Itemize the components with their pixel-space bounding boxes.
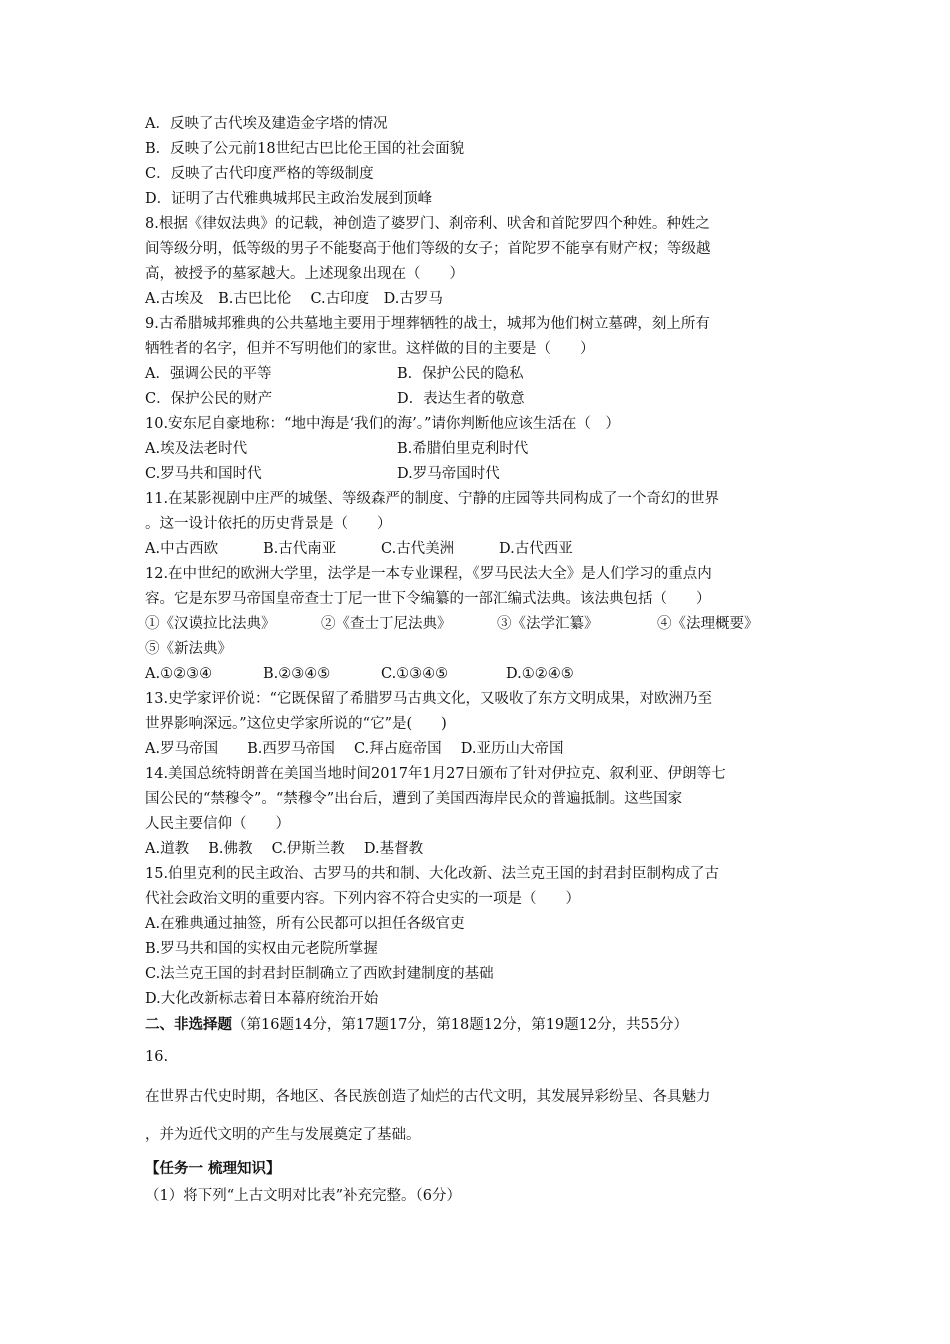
q10-options-row2 xyxy=(145,462,815,487)
q9-option-d: D．表达生者的敬意 xyxy=(397,391,525,407)
q13-stem-line1: 13.史学家评价说：“它既保留了希腊罗马古典文化，又吸收了东方文明成果，对欧洲乃至 xyxy=(145,691,712,707)
q14-stem-line2: 国公民的“禁穆令”。“禁穆令”出台后，遭到了美国西海岸民众的普遍抵制。这些国家 xyxy=(145,791,683,807)
q12-option-b: B.②③④⑤ xyxy=(263,666,331,682)
q11-option-a: A.中古西欧 xyxy=(145,541,219,557)
q12-options xyxy=(145,662,815,687)
q8-stem-line2: 间等级分明，低等级的男子不能娶高于他们等级的女子；首陀罗不能享有财产权；等级越 xyxy=(145,241,711,257)
q13-stem-line2: 世界影响深远。”这位史学家所说的“它”是( ) xyxy=(145,716,447,732)
q14-stem-line1: 14.美国总统特朗普在美国当地时间2017年1月27日颁布了针对伊拉克、叙利亚、伊朗等七 xyxy=(145,766,726,782)
q12-item-2: ②《查士丁尼法典》 xyxy=(321,616,452,632)
q15-option-d: D.大化改新标志着日本幕府统治开始 xyxy=(145,991,379,1007)
q14-stem-line3: 人民主要信仰（ ） xyxy=(145,816,290,832)
q9-option-c: C．保护公民的财产 xyxy=(145,391,273,407)
q14-options: A.道教 B.佛教 C.伊斯兰教 D.基督教 xyxy=(145,841,424,857)
q16-number: 16. xyxy=(145,1049,169,1065)
section-title: 二、非选择题 xyxy=(145,1016,232,1033)
section-heading xyxy=(145,1012,815,1037)
q10-option-d: D.罗马帝国时代 xyxy=(397,466,500,482)
q16-paragraph-line1: 在世界古代史时期，各地区、各民族创造了灿烂的古代文明，其发展异彩纷呈、各具魅力 xyxy=(145,1089,711,1105)
q11-stem-line2: 。这一设计依托的历史背景是（ ） xyxy=(145,516,392,532)
q9-options-row1 xyxy=(145,362,815,387)
q12-items-row xyxy=(145,612,815,637)
q15-option-a: A.在雅典通过抽签，所有公民都可以担任各级官吏 xyxy=(145,916,465,932)
q15-stem-line2: 代社会政治文明的重要内容。下列内容不符合史实的一项是（ ） xyxy=(145,891,580,907)
q8-options: A.古埃及 B.古巴比伦 C.古印度 D.古罗马 xyxy=(145,291,443,307)
exam-page xyxy=(145,112,815,1209)
q9-option-a: A．强调公民的平等 xyxy=(145,366,272,382)
q10-stem: 10.安东尼自豪地称：“地中海是‘我们的海’。”请你判断他应该生活在（ ） xyxy=(145,416,620,432)
q15-option-c: C.法兰克王国的封君封臣制确立了西欧封建制度的基础 xyxy=(145,966,494,982)
q12-stem-line1: 12.在中世纪的欧洲大学里，法学是一本专业课程，《罗马民法大全》是人们学习的重点内 xyxy=(145,566,712,582)
q16-paragraph-line2: ，并为近代文明的产生与发展奠定了基础。 xyxy=(145,1127,421,1143)
q12-item-3: ③《法学汇纂》 xyxy=(497,616,599,632)
q8-stem-line3: 高，被授予的墓冢越大。上述现象出现在（ ） xyxy=(145,266,464,282)
q12-option-a: A.①②③④ xyxy=(145,666,213,682)
q12-option-d: D.①②④⑤ xyxy=(506,666,574,682)
q7-option-a: A．反映了古代埃及建造金字塔的情况 xyxy=(145,116,388,132)
q15-stem-line1: 15.伯里克利的民主政治、古罗马的共和制、大化改新、法兰克王国的封君封臣制构成了古 xyxy=(145,866,720,882)
q8-stem-line1: 8.根据《律奴法典》的记载，神创造了婆罗门、刹帝利、吠舍和首陀罗四个种姓。种姓之 xyxy=(145,216,710,232)
q9-option-b: B．保护公民的隐私 xyxy=(397,366,524,382)
q11-option-b: B.古代南亚 xyxy=(263,541,337,557)
q11-options xyxy=(145,537,815,562)
q11-option-c: C.古代美洲 xyxy=(381,541,455,557)
q13-options: A.罗马帝国 B.西罗马帝国 C.拜占庭帝国 D.亚历山大帝国 xyxy=(145,741,564,757)
q11-stem-line1: 11.在某影视剧中庄严的城堡、等级森严的制度、宁静的庄园等共同构成了一个奇幻的世界 xyxy=(145,491,720,507)
q9-options-row2 xyxy=(145,387,815,412)
q12-item-4: ④《法理概要》 xyxy=(657,616,759,632)
q12-item-5: ⑤《新法典》 xyxy=(145,641,232,657)
q12-item-1: ①《汉谟拉比法典》 xyxy=(145,616,276,632)
q9-stem-line1: 9.古希腊城邦雅典的公共墓地主要用于埋葬牺牲的战士，城邦为他们树立墓碑，刻上所有 xyxy=(145,316,710,332)
q16-subquestion-1: （1）将下列“上古文明对比表”补充完整。（6分） xyxy=(145,1188,462,1204)
q7-option-b: B．反映了公元前18世纪古巴比伦王国的社会面貌 xyxy=(145,141,465,157)
q7-option-d: D．证明了古代雅典城邦民主政治发展到顶峰 xyxy=(145,191,433,207)
q10-option-a: A.埃及法老时代 xyxy=(145,441,248,457)
q15-option-b: B.罗马共和国的实权由元老院所掌握 xyxy=(145,941,378,957)
q12-option-c: C.①③④⑤ xyxy=(381,666,449,682)
section-score-note: （第16题14分，第17题17分，第18题12分，第19题12分，共55分） xyxy=(232,1017,689,1033)
q10-option-b: B.希腊伯里克利时代 xyxy=(397,441,529,457)
q9-stem-line2: 牺牲者的名字，但并不写明他们的家世。这样做的目的主要是（ ） xyxy=(145,341,595,357)
q12-stem-line2: 容。它是东罗马帝国皇帝查士丁尼一世下令编纂的一部汇编式法典。该法典包括（ ） xyxy=(145,591,711,607)
q10-options-row1 xyxy=(145,437,815,462)
q16-task1-heading: 【任务一 梳理知识】 xyxy=(145,1160,281,1177)
q7-option-c: C．反映了古代印度严格的等级制度 xyxy=(145,166,374,182)
q10-option-c: C.罗马共和国时代 xyxy=(145,466,262,482)
q11-option-d: D.古代西亚 xyxy=(499,541,573,557)
